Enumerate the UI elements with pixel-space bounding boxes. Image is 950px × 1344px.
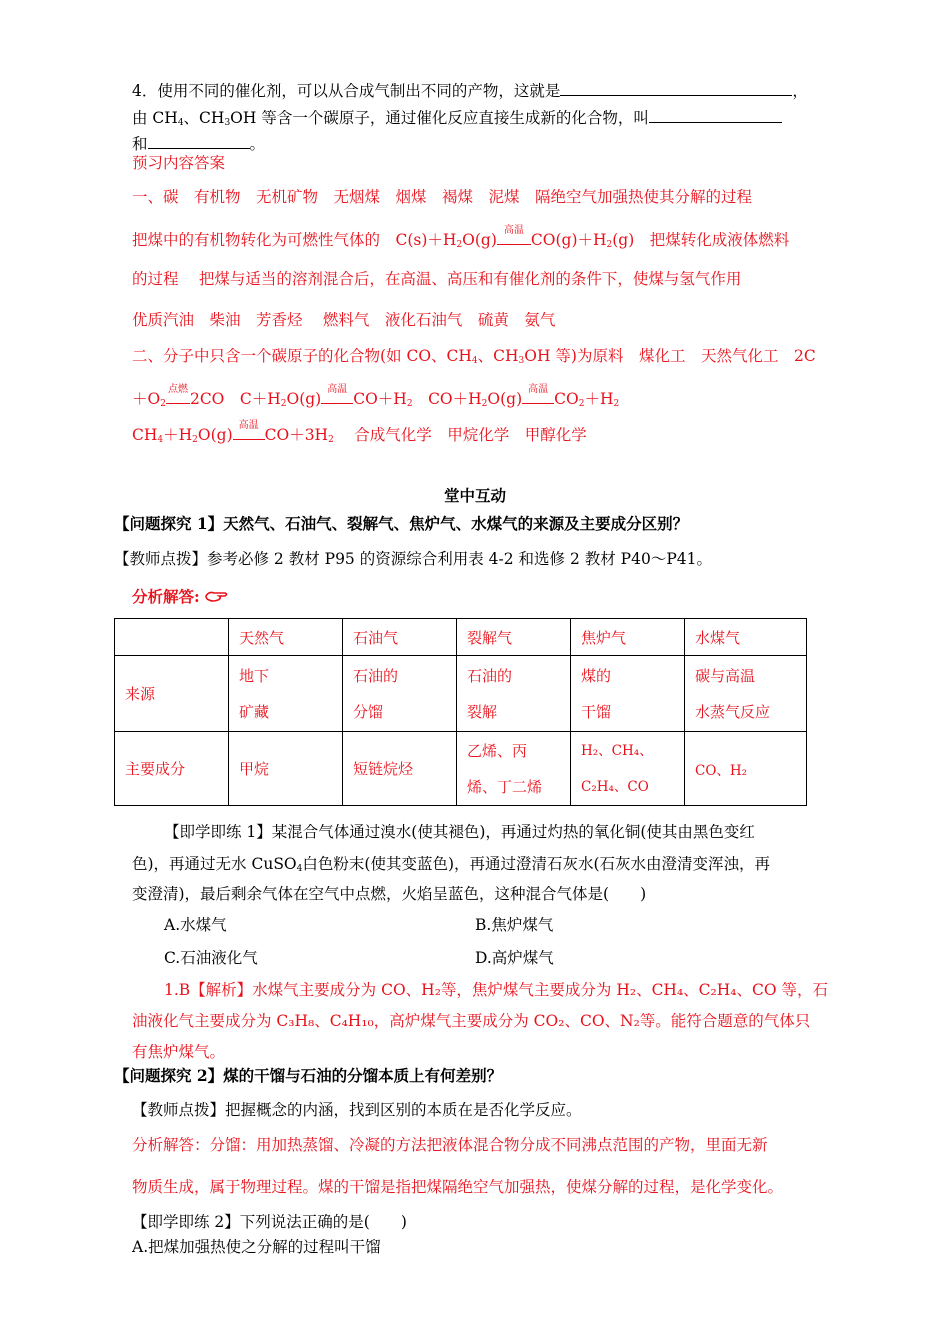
practice1-l2-b: 白色粉末(使其变蓝色)，再通过澄清石灰水(石灰水由澄清变浑浊，再 xyxy=(302,855,771,873)
preview-l5-a: 二、分子中只含一个碳原子的化合物(如 CO、CH xyxy=(132,347,472,365)
reaction-condition-arrow xyxy=(497,225,531,245)
q4-line1 xyxy=(132,80,808,100)
reaction-condition-arrow xyxy=(321,384,353,404)
preview-l6-a: ＋O xyxy=(132,390,161,408)
condition-label: 高温 xyxy=(238,420,259,431)
table-row-label: 主要成分 xyxy=(115,732,229,806)
table-header-cell: 焦炉气 xyxy=(571,619,685,656)
preview-l2-b: O(g) xyxy=(462,231,497,249)
probe2-title: 【问题探究 2】煤的干馏与石油的分馏本质上有何差别？ xyxy=(114,1066,503,1085)
analysis-label-text: 分析解答: xyxy=(132,587,200,606)
pointing-hand-icon xyxy=(205,589,229,603)
table-cell: 乙烯、丙 烯、丁二烯 xyxy=(457,732,571,806)
q4-text-3b: 。 xyxy=(249,135,266,153)
preview-l6-b: 2CO C＋H xyxy=(189,390,281,408)
table-cell: 煤的 干馏 xyxy=(571,656,685,732)
preview-l2-a: 把煤中的有机物转化为可燃性气体的 C(s)＋H xyxy=(132,231,457,249)
option-d[interactable]: D.高炉煤气 xyxy=(475,949,554,967)
table-header-cell: 天然气 xyxy=(229,619,343,656)
practice1-line-2: 色)，再通过无水 CuSO$_4$白色粉末(使其变蓝色)，再通过澄清石灰水(石灰水由澄清变浑浊，再 xyxy=(132,855,771,874)
table-cell: H₂、CH₄、 C₂H₄、CO xyxy=(571,732,685,806)
probe2-answer-line-2: 物质生成，属于物理过程。煤的干馏是指把煤隔绝空气加强热，使煤分解的过程，是化学变化。 xyxy=(132,1178,784,1196)
preview-line-4: 优质汽油 柴油 芳香烃 燃料气 液化石油气 硫黄 氨气 xyxy=(132,311,556,329)
practice1-l2-a: 色)，再通过无水 CuSO xyxy=(132,855,297,873)
condition-label: 点燃 xyxy=(167,384,188,395)
practice1-line-3: 变澄清)，最后剩余气体在空气中点燃，火焰呈蓝色，这种混合气体是( ) xyxy=(132,885,647,903)
probe1-hint: 【教师点拨】参考必修 2 教材 P95 的资源综合利用表 4-2 和选修 2 教材 P40～P41。 xyxy=(114,550,712,568)
preview-l6-f: O(g) xyxy=(487,390,523,408)
table-header-cell: 石油气 xyxy=(343,619,457,656)
q4-text-2a: 由 CH xyxy=(132,109,178,127)
reaction-condition-arrow xyxy=(233,420,265,440)
preview-l6-h: ＋H xyxy=(584,390,614,408)
preview-line-3: 的过程 把煤与适当的溶剂混合后，在高温、高压和有催化剂的条件下，使煤与氢气作用 xyxy=(132,270,742,288)
preview-l7-e: 合成气化学 甲烷化学 甲醇化学 xyxy=(333,426,587,444)
reaction-condition-arrow xyxy=(166,384,190,404)
practice1-answer-line-2: 油液化气主要成分为 C₃H₈、C₄H₁₀，高炉煤气主要成分为 CO₂、CO、N₂等。能符合题意的气体只 xyxy=(132,1012,811,1030)
q4-blank-3[interactable] xyxy=(148,133,250,149)
gas-comparison-table xyxy=(114,618,807,806)
preview-l7-c: O(g) xyxy=(197,426,233,444)
condition-label: 高温 xyxy=(327,384,348,395)
table-cell: 甲烷 xyxy=(229,732,343,806)
q4-blank-2[interactable] xyxy=(649,107,782,123)
table-cell: 石油的 裂解 xyxy=(457,656,571,732)
q4-text-2b: 、CH xyxy=(183,109,225,127)
preview-l7-a: CH xyxy=(132,426,158,444)
table-row-source xyxy=(115,656,807,732)
condition-label: 高温 xyxy=(528,384,549,395)
practice1-answer-line-3: 有焦炉煤气。 xyxy=(132,1043,226,1061)
table-cell: 地下 矿藏 xyxy=(229,656,343,732)
q4-text-1: 4．使用不同的催化剂，可以从合成气制出不同的产物，这就是 xyxy=(132,82,561,100)
table-cell: 短链烷烃 xyxy=(343,732,457,806)
option-b[interactable]: B.焦炉煤气 xyxy=(475,916,554,934)
preview-line-6: $+O_2$ 点燃 2CO $C+H_2O(g)$ 高温 $CO+H_2$ $CO+H_2O(g)$ 高温 $CO_2+H_2$ xyxy=(132,384,620,409)
preview-l6-g: CO xyxy=(554,390,579,408)
q4-line2: 由 $CH_4$、$CH_3OH$ 等含一个碳原子，通过催化反应直接生成新的化合物，叫 xyxy=(132,107,782,128)
preview-line-2: 把煤中的有机物转化为可燃性气体的 $C(s)+H_2O(g)$ 高温 $CO(g)+H_2(g)$ 把煤转化成液体燃料 xyxy=(132,225,790,250)
section-title: 堂中互动 xyxy=(443,486,506,505)
table-header-cell xyxy=(115,619,229,656)
practice1-line-1: 【即学即练 1】某混合气体通过溴水(使其褪色)，再通过灼热的氧化铜(使其由黑色变红 xyxy=(164,823,755,841)
preview-l6-c: O(g) xyxy=(286,390,322,408)
probe1-title: 【问题探究 1】天然气、石油气、裂解气、焦炉气、水煤气的来源及主要成分区别？ xyxy=(114,514,689,533)
preview-l2-d: (g) 把煤转化成液体燃料 xyxy=(612,231,790,249)
preview-l7-d: CO＋3H xyxy=(264,426,329,444)
table-cell: CO、H₂ xyxy=(685,732,807,806)
option-a[interactable]: A.水煤气 xyxy=(164,916,227,934)
probe2-answer-line-1: 分析解答：分馏：用加热蒸馏、冷凝的方法把液体混合物分成不同沸点范围的产物，里面无新 xyxy=(132,1136,768,1154)
table-header-cell: 水煤气 xyxy=(685,619,807,656)
q4-text-1-end: ， xyxy=(792,82,808,100)
q4-blank-1[interactable] xyxy=(560,80,792,96)
reaction-condition-arrow xyxy=(522,384,554,404)
preview-l6-e: CO＋H xyxy=(412,390,482,408)
probe2-hint: 【教师点拨】把握概念的内涵，找到区别的本质在是否化学反应。 xyxy=(132,1101,582,1119)
preview-l2-c: CO(g)＋H xyxy=(530,231,607,249)
table-header-cell: 裂解气 xyxy=(457,619,571,656)
table-cell: 石油的 分馏 xyxy=(343,656,457,732)
table-cell: 碳与高温 水蒸气反应 xyxy=(685,656,807,732)
q4-text-3a: 和 xyxy=(132,135,148,153)
option-c[interactable]: C.石油液化气 xyxy=(164,949,258,967)
condition-label: 高温 xyxy=(503,225,524,236)
preview-l6-d: CO＋H xyxy=(353,390,407,408)
table-row-main-component xyxy=(115,732,807,806)
practice2-line-1: 【即学即练 2】下列说法正确的是( ) xyxy=(132,1213,407,1231)
preview-line-7: $CH_4+H_2O(g)$ 高温 $CO+3H_2$ 合成气化学 甲烷化学 甲醇化学 xyxy=(132,420,587,445)
preview-line-1: 一、碳 有机物 无机矿物 无烟煤 烟煤 褐煤 泥煤 隔绝空气加强热使其分解的过程 xyxy=(132,188,753,206)
table-header-row xyxy=(115,619,807,656)
preview-l5-b: 、CH xyxy=(477,347,519,365)
preview-title: 预习内容答案 xyxy=(132,154,226,172)
q4-text-2c: OH 等含一个碳原子，通过催化反应直接生成新的化合物，叫 xyxy=(230,109,649,127)
preview-l5-c: OH 等)为原料 煤化工 天然气化工 2C xyxy=(524,347,816,365)
practice2-option-a[interactable]: A.把煤加强热使之分解的过程叫干馏 xyxy=(132,1238,381,1256)
preview-l7-b: ＋H xyxy=(163,426,193,444)
table-row-label: 来源 xyxy=(115,656,229,732)
probe1-analysis-label xyxy=(132,589,229,605)
preview-line-5: 二、分子中只含一个碳原子的化合物(如 CO、$CH_4$、$CH_3OH$ 等)为原料 煤化工 天然气化工 2C xyxy=(132,347,816,366)
practice1-answer-line-1: 1.B【解析】水煤气主要成分为 CO、H₂等，焦炉煤气主要成分为 H₂、CH₄、C₂H₄、CO 等，石 xyxy=(164,981,828,999)
q4-line3 xyxy=(132,133,265,153)
